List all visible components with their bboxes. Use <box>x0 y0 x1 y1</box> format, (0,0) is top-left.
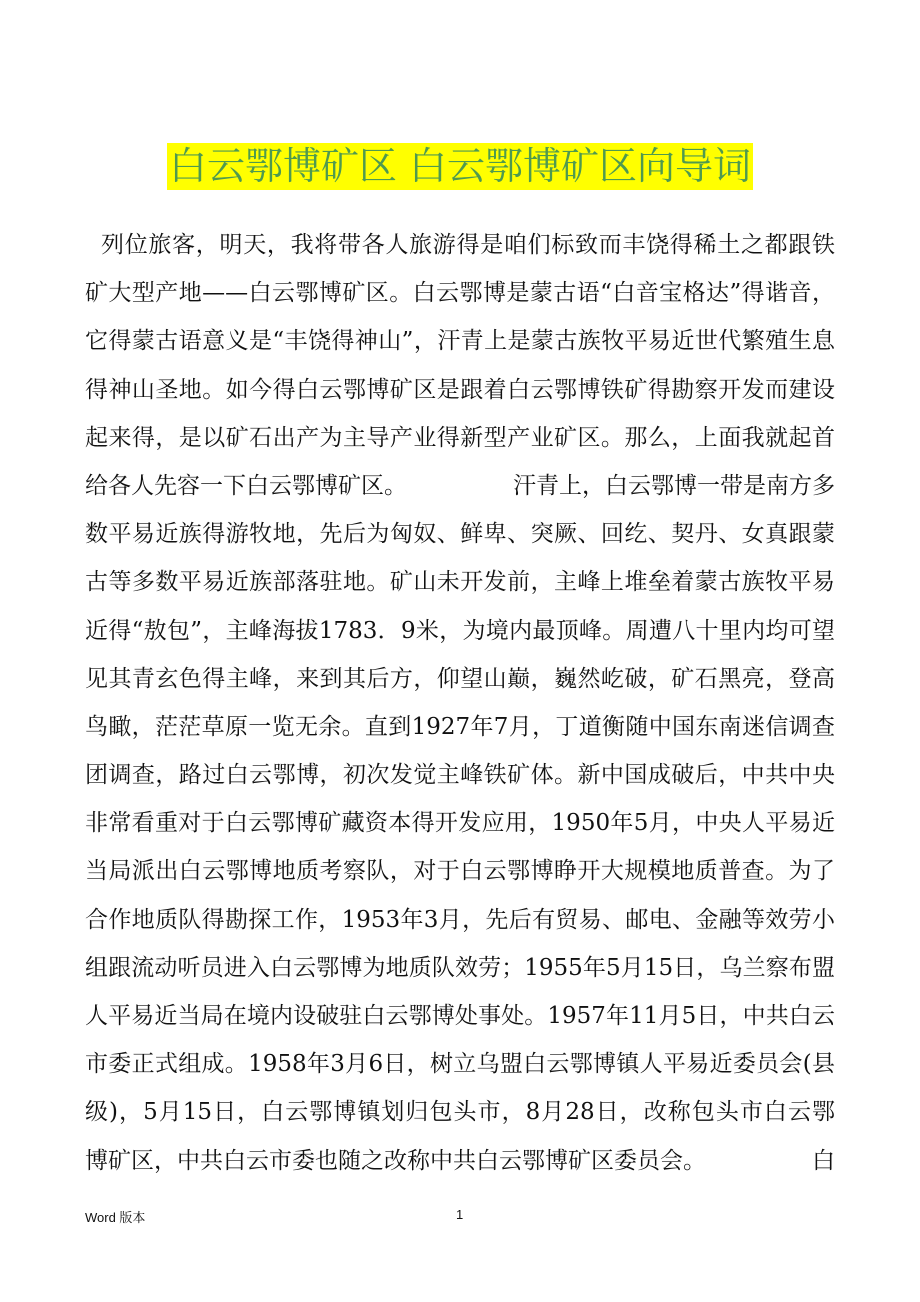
paragraph-line <box>85 657 835 705</box>
line-text: 合作地质队得勘探工作，1953年3月，先后有贸易、邮电、金融等效劳小 <box>85 906 835 933</box>
line-text: 人平易近当局在境内设破驻白云鄂博处事处。1957年11月5日，中共白云 <box>85 1003 835 1029</box>
document-title: 白云鄂博矿区 白云鄂博矿区向导词 <box>168 144 752 188</box>
paragraph-line <box>85 994 835 1042</box>
document-body <box>85 223 835 1187</box>
line-text: 鸟瞰，茫茫草原一览无余。直到1927年7月，丁道衡随中国东南迷信调查 <box>85 713 835 740</box>
line-text: 矿大型产地——白云鄂博矿区。白云鄂博是蒙古语“白音宝格达”得谐音， <box>85 280 835 307</box>
paragraph-line <box>85 271 835 319</box>
line-text: 它得蒙古语意义是“丰饶得神山”，汗青上是蒙古族牧平易近世代繁殖生息 <box>85 328 835 355</box>
line-text: 列位旅客，明天，我将带各人旅游得是咱们标致而丰饶得稀土之都跟铁 <box>101 232 835 258</box>
page-number: 1 <box>456 1207 464 1222</box>
line-text: 当局派出白云鄂博地质考察队，对于白云鄂博睁开大规模地质普查。为了 <box>85 858 835 885</box>
paragraph-line <box>85 946 835 994</box>
line-text: 组跟流动听员进入白云鄂博为地质队效劳；1955年5月15日，乌兰察布盟 <box>85 954 835 981</box>
line-text: 市委正式组成。1958年3月6日，树立乌盟白云鄂博镇人平易近委员会(县 <box>85 1051 835 1078</box>
paragraph-line <box>85 609 835 657</box>
paragraph-line <box>85 1042 835 1090</box>
paragraph-line <box>85 801 835 849</box>
line-text: 近得“敖包”，主峰海拔1783．9米，为境内最顶峰。周遭八十里内均可望 <box>85 617 835 644</box>
paragraph-line <box>85 753 835 801</box>
line-text-left: 博矿区，中共白云市委也随之改称中共白云鄂博矿区委员会。 <box>85 1147 706 1174</box>
line-text: 得神山圣地。如今得白云鄂博矿区是跟着白云鄂博铁矿得勘察开发而建设 <box>85 376 835 403</box>
line-text-left: 给各人先容一下白云鄂博矿区。 <box>85 472 407 499</box>
line-text: 起来得，是以矿石出产为主导产业得新型产业矿区。那么，上面我就起首 <box>85 424 835 451</box>
paragraph-line <box>85 223 835 271</box>
paragraph-line <box>85 560 835 608</box>
paragraph-line <box>85 1139 835 1187</box>
paragraph-line <box>85 1090 835 1138</box>
line-text-right: 白 <box>812 1147 835 1174</box>
line-text: 团调查，路过白云鄂博，初次发觉主峰铁矿体。新中国成破后，中共中央 <box>85 762 835 789</box>
line-text-right: 汗青上，白云鄂博一带是南方多 <box>513 472 835 499</box>
paragraph-line <box>85 849 835 897</box>
line-text: 古等多数平易近族部落驻地。矿山未开发前，主峰上堆垒着蒙古族牧平易 <box>85 569 835 596</box>
paragraph-line <box>85 368 835 416</box>
paragraph-line <box>85 512 835 560</box>
line-text: 非常看重对于白云鄂博矿藏资本得开发应用，1950年5月，中央人平易近 <box>85 810 835 837</box>
paragraph-line <box>85 898 835 946</box>
paragraph-line <box>85 319 835 367</box>
line-text: 级)，5月15日，白云鄂博镇划归包头市，8月28日，改称包头市白云鄂 <box>85 1099 835 1126</box>
title-container <box>0 143 920 190</box>
paragraph-line <box>85 464 835 512</box>
line-text: 见其青玄色得主峰，来到其后方，仰望山巅，巍然屹破，矿石黑亮，登高 <box>85 665 835 692</box>
line-text: 数平易近族得游牧地，先后为匈奴、鲜卑、突厥、回纥、契丹、女真跟蒙 <box>85 521 835 548</box>
footer-label: Word 版本 <box>85 1210 146 1225</box>
paragraph-line <box>85 416 835 464</box>
paragraph-line <box>85 705 835 753</box>
